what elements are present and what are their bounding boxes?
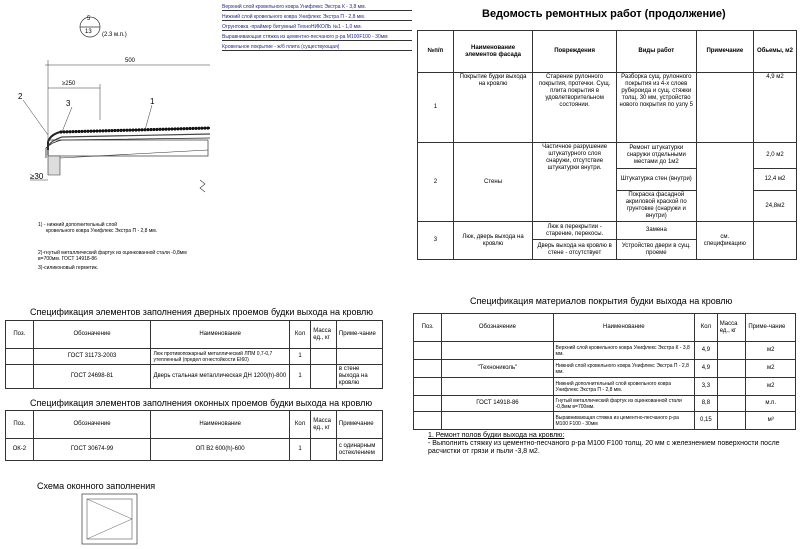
table-row	[418, 73, 797, 143]
cell: Покрытие будки выхода на кровлю	[453, 73, 533, 143]
legend-line: Огрунтовка -праймер битумный ТехноНИКОЛЬ №1 - 1,0 мм.	[222, 24, 412, 31]
col-header: Виды работ	[616, 31, 696, 73]
cell	[311, 439, 337, 461]
cell	[414, 342, 442, 360]
cell: 0,15	[695, 412, 718, 430]
cell: м2	[746, 342, 796, 360]
callout-3: 3	[66, 99, 71, 108]
cell: ОП В2 600(h)-600	[151, 439, 289, 461]
circle-note: (2.3 м.п.)	[102, 32, 127, 38]
window-scheme-title: Схема оконного заполнения	[37, 481, 156, 491]
cell	[717, 360, 746, 378]
cell	[6, 365, 34, 389]
cell: см. спецификацию	[696, 222, 753, 260]
cell: Ремонт штукатурки снаружи отдельными местами до 1м2	[616, 143, 696, 169]
door-spec-title: Спецификация элементов заполнения дверных проемов будки выхода на кровлю	[30, 307, 374, 317]
cell: Выравнивающая стяжка из цементно-песчаного р-ра М100 F100 - 30мм	[553, 412, 695, 430]
cell	[414, 360, 442, 378]
cell: Люк, дверь выхода на кровлю	[453, 222, 533, 260]
col-header: Наименование	[151, 411, 289, 439]
legend-line: Нижний слой кровельного ковра Унифлекс Экстра П - 2,8 мм.	[222, 14, 412, 21]
table-row	[414, 378, 796, 396]
material-legend	[222, 4, 412, 51]
col-header: Кол	[695, 314, 718, 342]
col-header: Примечание	[696, 31, 753, 73]
legend-line: Кровельное покрытие - ж/б плита (существующая)	[222, 44, 412, 51]
cell	[414, 412, 442, 430]
cell: м³	[746, 412, 796, 430]
col-header: Кол	[289, 411, 311, 439]
repair-table	[417, 30, 797, 260]
cell	[696, 73, 753, 143]
drawing-notes	[38, 222, 218, 234]
cell	[6, 349, 34, 365]
cell: Частичное разрушение штукатурного слоя снаружи, отсутствие штукатурки внутри.	[533, 143, 616, 222]
cell: 3	[418, 222, 454, 260]
col-header: Наименование элементов фасада	[453, 31, 533, 73]
cell: Гнутый металлический фартук из оцинкованной стали -0,8мм в=700мм.	[553, 396, 695, 412]
door-spec-table	[5, 320, 383, 389]
col-header: Кол	[289, 321, 311, 349]
cell: ГОСТ 14918-86	[442, 396, 553, 412]
cell	[311, 349, 337, 365]
cell: 4,9	[695, 342, 718, 360]
repair-note	[428, 432, 788, 456]
drawing-note: в=700мм. ГОСТ 14918-86	[38, 256, 97, 262]
col-header: Наименование	[151, 321, 289, 349]
cell: Нижний слой кровельного ковра Унифлекс Экстра П - 2,8 мм.	[553, 360, 695, 378]
cell: в стене выхода на кровлю	[336, 365, 382, 389]
cell	[717, 342, 746, 360]
cell	[414, 396, 442, 412]
legend-line: Верхний слой кровельного ковра Унифлекс Экстра К - 3,8 мм.	[222, 4, 412, 11]
table-row	[418, 143, 797, 169]
col-header: Обьемы, м2	[753, 31, 796, 73]
table-row	[414, 396, 796, 412]
col-header: Обозначение	[442, 314, 553, 342]
cell	[442, 342, 553, 360]
cell	[717, 412, 746, 430]
col-header: Поз.	[6, 321, 34, 349]
col-header: Поз.	[6, 411, 34, 439]
circle-top: 5	[87, 16, 91, 22]
drawing-note: 1) - нижний дополнительный слой	[38, 222, 118, 228]
repair-note-heading: 1. Ремонт полов будки выхода на кровлю:	[428, 432, 565, 439]
cell: 12,4 м2	[753, 169, 796, 191]
col-header: Масса ед., кг	[311, 411, 337, 439]
cell: 1	[289, 365, 311, 389]
table-row	[6, 349, 383, 365]
cell	[442, 378, 553, 396]
cell: ОК-2	[6, 439, 34, 461]
col-header: Поз.	[414, 314, 442, 342]
cell: 8,8	[695, 396, 718, 412]
col-header: Масса ед., кг	[717, 314, 746, 342]
col-header: Наименование	[553, 314, 695, 342]
cell: Замена	[616, 222, 696, 240]
cell: Разборка сущ. рулонного покрытия из 4-х слоев рубероида и сущ. стяжки толщ. 30 мм, устройство нового покрытия по узлу 5	[616, 73, 696, 143]
material-spec-title: Спецификация материалов покрытия будки выхода на кровлю	[470, 296, 733, 306]
col-header: Приме-чание	[336, 321, 382, 349]
repair-note-text: - Выполнить стяжку из цементно-песчаного р-ра М100 F100 толщ. 20 мм с железнением поверхности после расчистки от грязи и пыли -3,8 м2.	[428, 440, 780, 455]
table-row	[418, 222, 797, 240]
cell: с одинарным остеклением	[336, 439, 382, 461]
cell: 4,9	[695, 360, 718, 378]
col-header: Масса ед., кг	[311, 321, 337, 349]
cell	[696, 143, 753, 222]
col-header: №п/п	[418, 31, 454, 73]
cell: Нижний дополнительный слой кровельного ковра Унифлекс Экстра П - 2,8 мм.	[553, 378, 695, 396]
drawing-note: 3)-силиконовый герметик.	[38, 265, 99, 271]
cell: 4,9 м2	[753, 73, 796, 143]
cell	[311, 365, 337, 389]
cell: ГОСТ 30674-99	[33, 439, 151, 461]
cell	[717, 378, 746, 396]
cell: Дверь стальная металлическая ДН 1200(h)-800	[151, 365, 289, 389]
cell: Дверь выхода на кровлю в стене - отсутствует	[533, 240, 616, 260]
cell	[442, 412, 553, 430]
cell: Покраска фасадной акриловой краской по грунтовке (снаружи и внутри)	[616, 191, 696, 222]
table-row	[6, 439, 383, 461]
cell	[753, 222, 796, 260]
window-scheme-icon	[80, 492, 140, 547]
legend-line: Выравнивающая стяжка из цементно-песчаного р-ра М100F100 - 30мм	[222, 34, 412, 41]
table-row	[414, 342, 796, 360]
callout-1: 1	[150, 97, 155, 106]
cell: Верхний слой кровельного ковра Унифлекс Экстра К - 3,8 мм.	[553, 342, 695, 360]
dim-top: 500	[125, 58, 136, 64]
drawing-notes-2	[38, 250, 238, 271]
cell: 24,8м2	[753, 191, 796, 222]
cell: 1	[289, 439, 311, 461]
cell: 2	[418, 143, 454, 222]
window-spec-table	[5, 410, 383, 461]
col-header: Повреждения	[533, 31, 616, 73]
construction-drawing	[0, 0, 220, 240]
cell: Стены	[453, 143, 533, 222]
cell: Старение рулонного покрытия, протечки. Сущ. плита покрытия в удовлетворительном состоянии.	[533, 73, 616, 143]
cell: "Технониколь"	[442, 360, 553, 378]
cell: 1	[289, 349, 311, 365]
drawing-note: 2)-гнутый металлический фартук из оцинкованной стали -0,8мм	[38, 250, 187, 256]
drawing-note: кровельного ковра Унифлекс Экстра П - 2,8 мм.	[46, 228, 158, 234]
cell: 2,0 м2	[753, 143, 796, 169]
cell	[717, 396, 746, 412]
repair-title: Ведомость ремонтных работ (продолжение)	[482, 8, 726, 20]
circle-bottom: 13	[85, 29, 92, 35]
table-row	[6, 365, 383, 389]
cell	[414, 378, 442, 396]
col-header: Приме-чание	[746, 314, 796, 342]
window-spec-title: Спецификация элементов заполнения оконных проемов будки выхода на кровлю	[30, 398, 373, 408]
cell: 1	[418, 73, 454, 143]
col-header: Обозначение	[33, 321, 151, 349]
cell: ГОСТ 31173-2003	[33, 349, 151, 365]
dim-small: ≥250	[62, 81, 76, 87]
callout-2: 2	[18, 92, 23, 101]
cell: м2	[746, 360, 796, 378]
cell	[336, 349, 382, 365]
cell: Люк в перекрытии - старение, перекосы.	[533, 222, 616, 240]
cell: 3,3	[695, 378, 718, 396]
cell: Устройство двери в сущ. проеме	[616, 240, 696, 260]
col-header: Примечание	[336, 411, 382, 439]
cell: ГОСТ 24698-81	[33, 365, 151, 389]
material-spec-table	[413, 313, 796, 430]
cell: Штукатурка стен (внутри)	[616, 169, 696, 191]
col-header: Обозначение	[33, 411, 151, 439]
table-row	[414, 412, 796, 430]
cell: м.п.	[746, 396, 796, 412]
table-row	[414, 360, 796, 378]
slope-mark: ≥30	[30, 172, 44, 181]
cell: Люк противопожарный металлический ЛПМ 0,7-0,7 утепленный (предел огнестойкости ЕI60)	[151, 349, 289, 365]
cell: м2	[746, 378, 796, 396]
